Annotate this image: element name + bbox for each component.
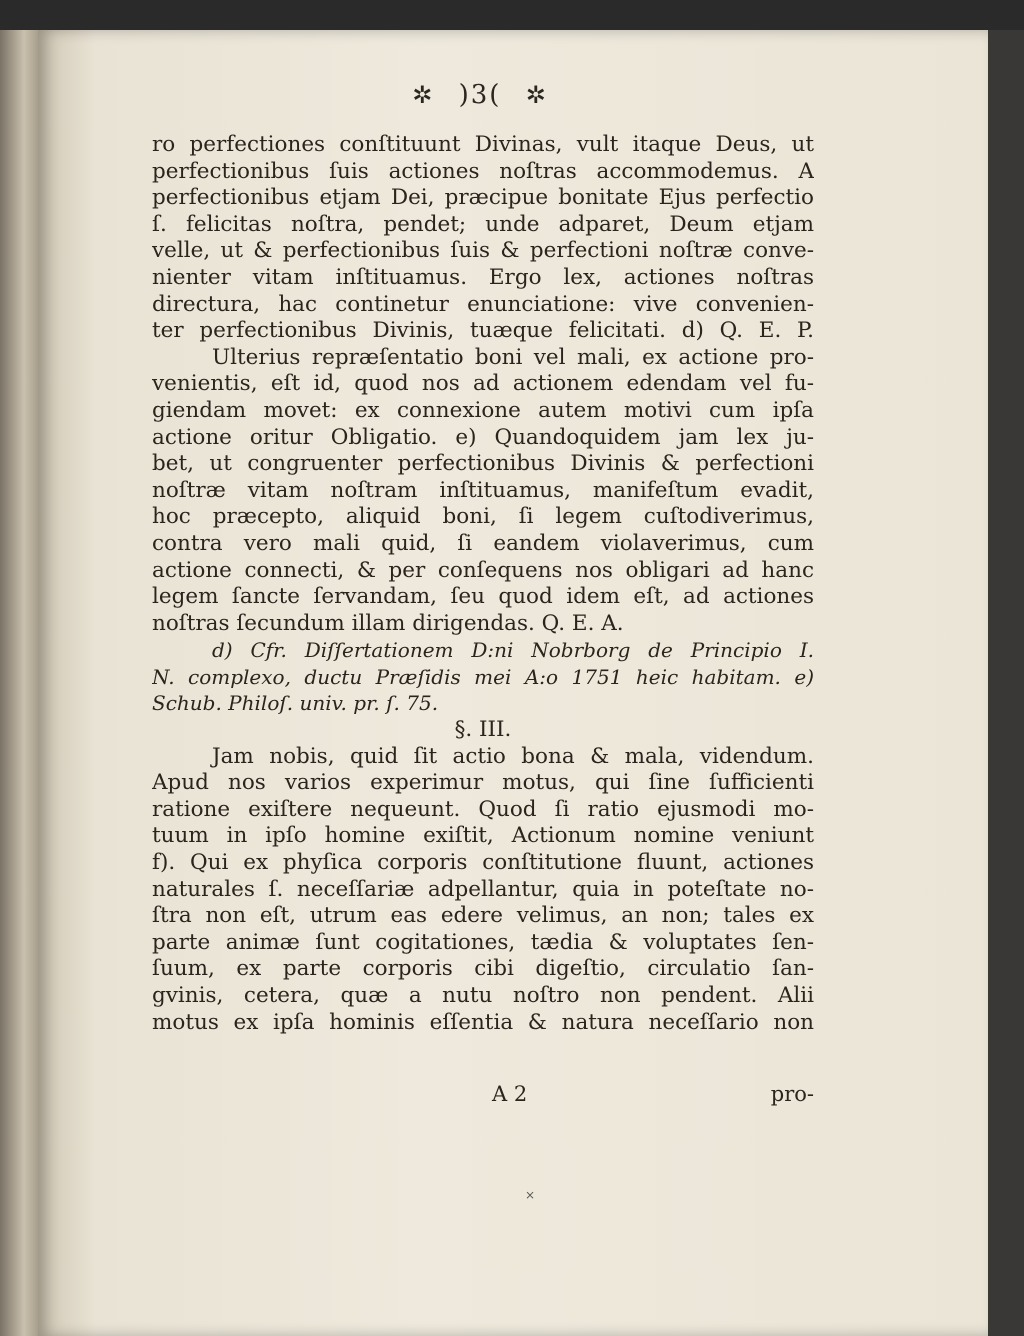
right-background [988, 30, 1024, 1336]
section-heading: §. III. [454, 717, 512, 743]
text-line: perfectionibus ſuis actiones noſtras accommodemus. A [152, 158, 814, 184]
text-line: parte animæ ſunt cogitationes, tædia & voluptates ſen- [152, 929, 814, 955]
text-line: velle, ut & perfectionibus ſuis & perfectioni noſtræ conve- [152, 238, 814, 264]
text-line: Jam nobis, quid ſit actio bona & mala, videndum. [212, 743, 814, 769]
text-line: noſtras ſecundum illam dirigendas. Q. E. A. [152, 610, 624, 636]
text-line: ſuum, ex parte corporis cibi digeſtio, circulatio ſan- [152, 956, 814, 982]
footnote-line: Schub. Philoſ. univ. pr. ſ. 75. [152, 691, 439, 716]
text-line: directura, hac continetur enunciatione: vive convenien- [152, 291, 814, 317]
text-line: f). Qui ex phyſica corporis conſtitutione fluunt, actiones [152, 850, 814, 876]
text-line: venientis, eſt id, quod nos ad actionem edendam vel fu- [152, 371, 814, 397]
page-body [152, 132, 814, 1036]
text-line: giendam movet: ex connexione autem motivi cum ipſa [152, 397, 814, 423]
left-page-edge [0, 30, 40, 1336]
text-line: tuum in ipſo homine exiſtit, Actionum nomine veniunt [152, 823, 814, 849]
footnote-line: d) Cfr. Diſſertationem D:ni Nobrborg de Principio I. [212, 638, 814, 663]
text-line: perfectionibus etjam Dei, præcipue bonitate Ejus perfectio [152, 185, 814, 211]
text-line: Ulterius repræſentatio boni vel mali, ex actione pro- [212, 344, 814, 370]
catchword: pro- [770, 1082, 814, 1106]
page-header [320, 80, 640, 110]
text-line: ratione exiſtere nequeunt. Quod ſi ratio ejusmodi mo- [152, 796, 814, 822]
footnote-line: N. complexo, ductu Præſidis mei A:o 1751 heic habitam. e) [152, 664, 814, 689]
text-line: gvinis, cetera, quæ a nutu noſtro non pendent. Alii [152, 983, 814, 1008]
signature-mark: A 2 [492, 1082, 528, 1106]
text-line: motus ex ipſa hominis eſſentia & natura neceſſario non [152, 1009, 814, 1035]
text-line: ro perfectiones conſtituunt Divinas, vult itaque Deus, ut [152, 132, 814, 157]
text-line: nienter vitam inſtituamus. Ergo lex, actiones noſtras [152, 264, 814, 290]
text-line: ſ. felicitas noſtra, pendet; unde adparet, Deum etjam [152, 211, 814, 237]
text-line: contra vero mali quid, ſi eandem violaverimus, cum [152, 530, 814, 556]
text-line: noſtræ vitam noſtram inſtituamus, manifeſtum evadit, [152, 477, 814, 503]
text-line: ter perfectionibus Divinis, tuæque felicitati. d) Q. E. P. [152, 318, 814, 344]
text-line: ſtra non eſt, utrum eas edere velimus, an non; tales ex [152, 903, 814, 929]
text-line: naturales ſ. neceſſariæ adpellantur, quia in poteſtate no- [152, 876, 814, 902]
text-line: bet, ut congruenter perfectionibus Divinis & perfectioni [152, 451, 814, 477]
page-number: )3( [458, 80, 502, 110]
page-footer [152, 1082, 814, 1110]
text-line: Apud nos varios experimur motus, qui ſine ſufficienti [152, 770, 814, 796]
star-ornament-left-icon: ✲ [412, 81, 435, 109]
ink-speck: × [525, 1188, 536, 1202]
text-line: actione oritur Obligatio. e) Quandoquidem jam lex ju- [152, 424, 814, 450]
text-line: actione connecti, & per conſequens nos obligari ad hanc [152, 557, 814, 583]
star-ornament-right-icon: ✲ [525, 81, 548, 109]
text-line: legem ſancte ſervandam, ſeu quod idem eſt, ad actiones [152, 584, 814, 610]
text-line: hoc præcepto, aliquid boni, ſi legem cuſtodiverimus, [152, 504, 814, 530]
